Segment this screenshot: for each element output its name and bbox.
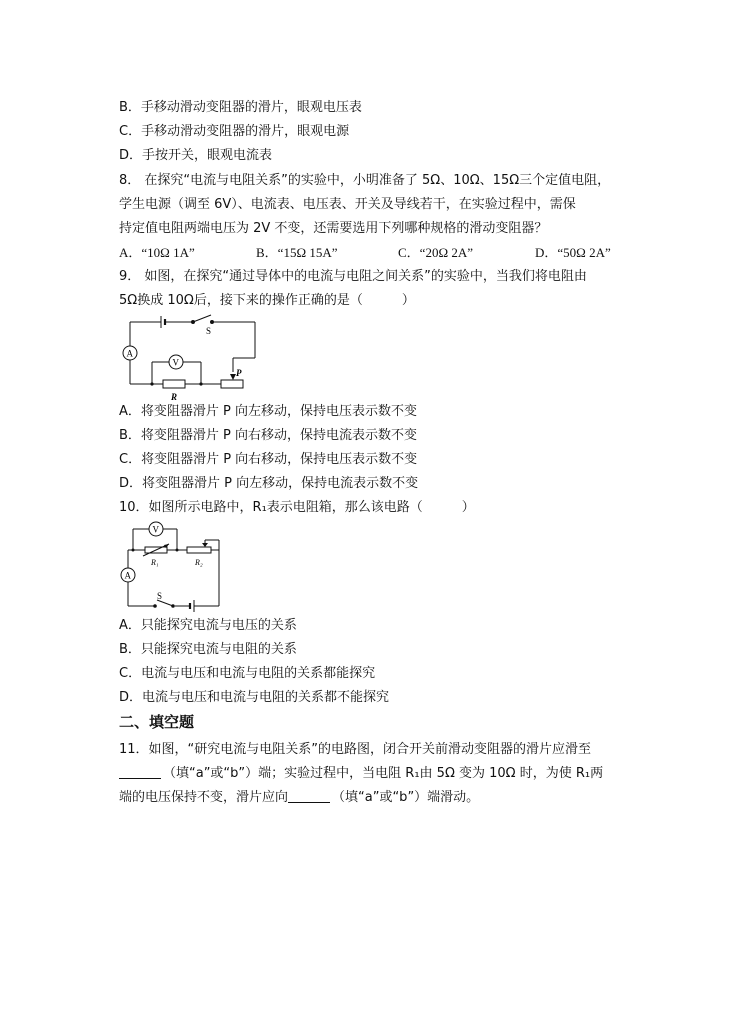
- q8-line-2: 学生电源（调至 6V）、电流表、电压表、开关及导线若干，在实验过程中，需保: [119, 197, 576, 212]
- q11-line-3: [119, 789, 479, 807]
- q11-blank-1[interactable]: [119, 765, 161, 779]
- q10-option-b: B．只能探究电流与电阻的关系: [119, 642, 297, 657]
- q10-label-switch: S: [157, 591, 163, 601]
- section-heading-fill-in: 二、填空题: [119, 713, 195, 731]
- q7-option-d: D．手按开关，眼观电流表: [119, 148, 273, 163]
- q10-option-c: C．电流与电压和电流与电阻的关系都能探究: [119, 666, 376, 681]
- q10-label-r1: R₁: [151, 558, 159, 567]
- q9-option-c: C．将变阻器滑片 P 向右移动，保持电压表示数不变: [119, 452, 418, 467]
- q7-option-b: B．手移动滑动变阻器的滑片，眼观电压表: [119, 100, 362, 115]
- q9-label-voltmeter: V: [172, 357, 179, 368]
- q10-label-voltmeter: V: [152, 524, 159, 535]
- q9-label-resistor: R: [171, 392, 178, 402]
- q9-option-d: D．将变阻器滑片 P 向左移动，保持电流表示数不变: [119, 476, 419, 491]
- q10-label-ammeter: A: [124, 570, 131, 581]
- q11-line-1: 11．如图，“研究电流与电阻关系”的电路图，闭合开关前滑动变阻器的滑片应滑至: [119, 742, 592, 757]
- q11-blank-2[interactable]: [288, 789, 330, 803]
- q9-line-2: 5Ω换成 10Ω后，接下来的操作正确的是（ ）: [119, 293, 415, 308]
- q11-line-3-text-b: （填“a”或“b”）端滑动。: [332, 790, 480, 805]
- q8-line-1: 8． 在探究“电流与电阻关系”的实验中，小明准备了 5Ω、10Ω、15Ω三个定值电阻，: [119, 173, 611, 188]
- q7-option-c: C．手移动滑动变阻器的滑片，眼观电源: [119, 124, 350, 139]
- q9-switch-blade: [193, 315, 211, 322]
- q8-line-3: 持定值电阻两端电压为 2V 不变，还需要选用下列哪种规格的滑动变阻器？: [119, 221, 548, 236]
- q10-label-r2: R₂: [195, 558, 203, 567]
- q11-line-2-text: （填“a”或“b”）端；实验过程中，当电阻 R₁由 5Ω 变为 10Ω 时，为使 R₁两: [163, 766, 604, 781]
- q9-resistor: [163, 380, 185, 388]
- q10-r2-rheostat: [187, 547, 211, 553]
- q9-option-b: B．将变阻器滑片 P 向右移动，保持电流表示数不变: [119, 428, 418, 443]
- q9-circuit-diagram: [115, 310, 265, 402]
- q10-circuit-diagram: [115, 518, 227, 610]
- q8-option-b: B．“15Ω 15A”: [256, 245, 338, 260]
- q9-label-switch: S: [206, 326, 212, 336]
- q10-option-a: A．只能探究电流与电压的关系: [119, 618, 297, 633]
- q8-option-d: D．“50Ω 2A”: [535, 245, 611, 260]
- q9-label-slider: P: [236, 368, 242, 378]
- q9-line-1: 9． 如图，在探究“通过导体中的电流与电阻之间关系”的实验中，当我们将电阻由: [119, 269, 587, 284]
- q9-rheostat: [221, 380, 243, 388]
- q11-line-2: [119, 765, 603, 783]
- q11-line-3-text-a: 端的电压保持不变，滑片应向: [119, 790, 289, 805]
- q10-option-d: D．电流与电压和电流与电阻的关系都不能探究: [119, 690, 390, 705]
- q10-line-1: 10．如图所示电路中，R₁表示电阻箱，那么该电路（ ）: [119, 500, 475, 515]
- q9-label-ammeter: A: [126, 348, 133, 359]
- q9-option-a: A．将变阻器滑片 P 向左移动，保持电压表示数不变: [119, 404, 417, 419]
- q8-option-c: C．“20Ω 2A”: [398, 245, 474, 260]
- q8-option-a: A．“10Ω 1A”: [119, 245, 195, 260]
